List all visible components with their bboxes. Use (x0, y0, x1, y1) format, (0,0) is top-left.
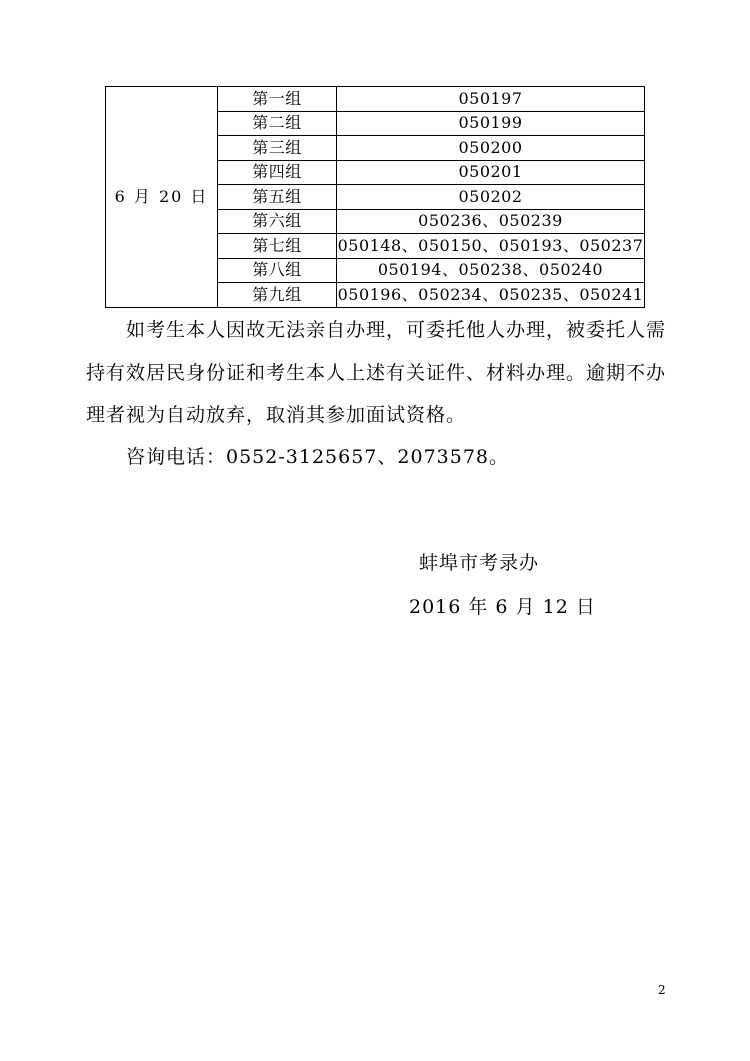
table-row (106, 87, 645, 112)
group-cell: 第五组 (218, 185, 337, 210)
issuing-office: 蚌埠市考录办 (419, 552, 540, 574)
group-cell: 第四组 (218, 160, 337, 185)
group-cell: 第二组 (218, 111, 337, 136)
group-cell: 第三组 (218, 136, 337, 161)
group-cell: 第六组 (218, 209, 337, 234)
group-cell: 第八组 (218, 258, 337, 283)
delegation-notice-paragraph (86, 309, 666, 437)
delegation-notice-text: 如考生本人因故无法亲自办理，可委托他人办理，被委托人需持有效居民身份证和考生本人上述有关证件、材料办理。逾期不办理者视为自动放弃，取消其参加面试资格。 (86, 319, 667, 426)
codes-cell: 050196、050234、050235、050241 (337, 283, 645, 308)
codes-cell: 050202 (337, 185, 645, 210)
date-cell: 6 月 20 日 (106, 87, 218, 308)
page-number: 2 (658, 983, 666, 997)
contact-text: 咨询电话：0552-3125657、2073578。 (126, 446, 510, 468)
interview-schedule-table (105, 86, 645, 308)
codes-cell: 050200 (337, 136, 645, 161)
codes-cell: 050197 (337, 87, 645, 112)
group-cell: 第九组 (218, 283, 337, 308)
codes-cell: 050236、050239 (337, 209, 645, 234)
codes-cell: 050194、050238、050240 (337, 258, 645, 283)
codes-cell: 050199 (337, 111, 645, 136)
issue-date: 2016 年 6 月 12 日 (409, 596, 596, 618)
codes-cell: 050148、050150、050193、050237 (337, 234, 645, 259)
group-cell: 第七组 (218, 234, 337, 259)
group-cell: 第一组 (218, 87, 337, 112)
contact-paragraph (86, 436, 666, 479)
codes-cell: 050201 (337, 160, 645, 185)
